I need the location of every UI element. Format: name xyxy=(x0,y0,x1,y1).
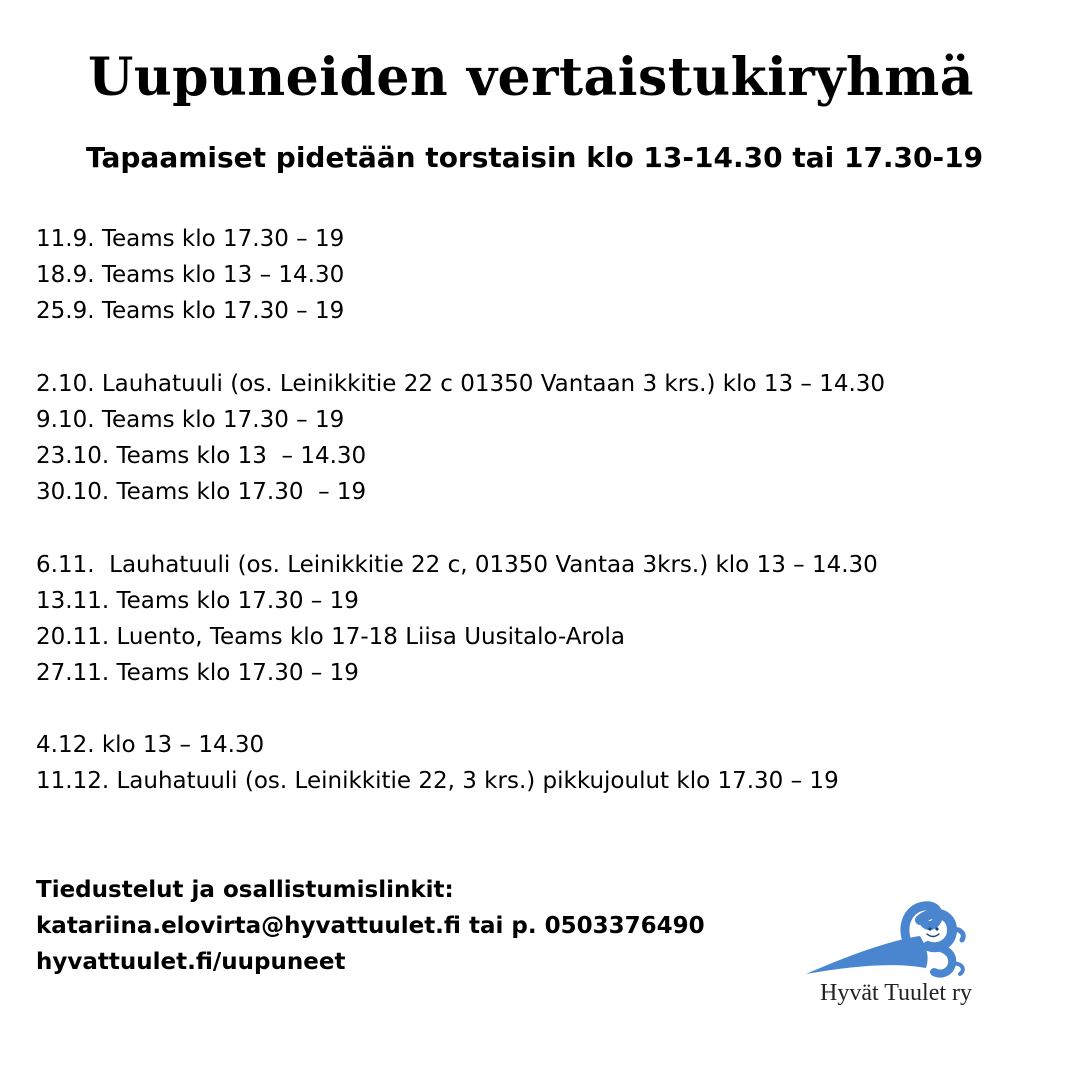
page-title: Uupuneiden vertaistukiryhmä xyxy=(88,47,974,108)
contact-heading: Tiedustelut ja osallistumislinkit: xyxy=(36,877,454,903)
schedule-item: 25.9. Teams klo 17.30 – 19 xyxy=(36,298,345,324)
logo-text: Hyvät Tuulet ry xyxy=(820,980,973,1006)
schedule-item: 11.9. Teams klo 17.30 – 19 xyxy=(36,226,345,252)
wind-swirl-face-icon xyxy=(802,900,1002,980)
contact-email-phone[interactable]: katariina.elovirta@hyvattuulet.fi tai p. 0503376490 xyxy=(36,913,705,939)
contact-website-link[interactable]: hyvattuulet.fi/uupuneet xyxy=(36,949,346,975)
schedule-item: 13.11. Teams klo 17.30 – 19 xyxy=(36,588,359,614)
schedule-item: 4.12. klo 13 – 14.30 xyxy=(36,732,265,758)
organization-logo xyxy=(802,900,1002,1015)
schedule-item: 18.9. Teams klo 13 – 14.30 xyxy=(36,262,345,288)
schedule-item: 23.10. Teams klo 13 – 14.30 xyxy=(36,443,367,469)
schedule-item: 27.11. Teams klo 17.30 – 19 xyxy=(36,660,359,686)
meeting-times-subtitle: Tapaamiset pidetään torstaisin klo 13-14.30 tai 17.30-19 xyxy=(86,141,984,174)
schedule-item: 11.12. Lauhatuuli (os. Leinikkitie 22, 3 krs.) pikkujoulut klo 17.30 – 19 xyxy=(36,768,839,794)
schedule-item: 30.10. Teams klo 17.30 – 19 xyxy=(36,479,367,505)
schedule-item: 2.10. Lauhatuuli (os. Leinikkitie 22 c 01350 Vantaan 3 krs.) klo 13 – 14.30 xyxy=(36,371,886,397)
schedule-item: 6.11. Lauhatuuli (os. Leinikkitie 22 c, 01350 Vantaa 3krs.) klo 13 – 14.30 xyxy=(36,552,878,578)
schedule-item: 9.10. Teams klo 17.30 – 19 xyxy=(36,407,345,433)
schedule-item: 20.11. Luento, Teams klo 17-18 Liisa Uusitalo-Arola xyxy=(36,624,626,650)
